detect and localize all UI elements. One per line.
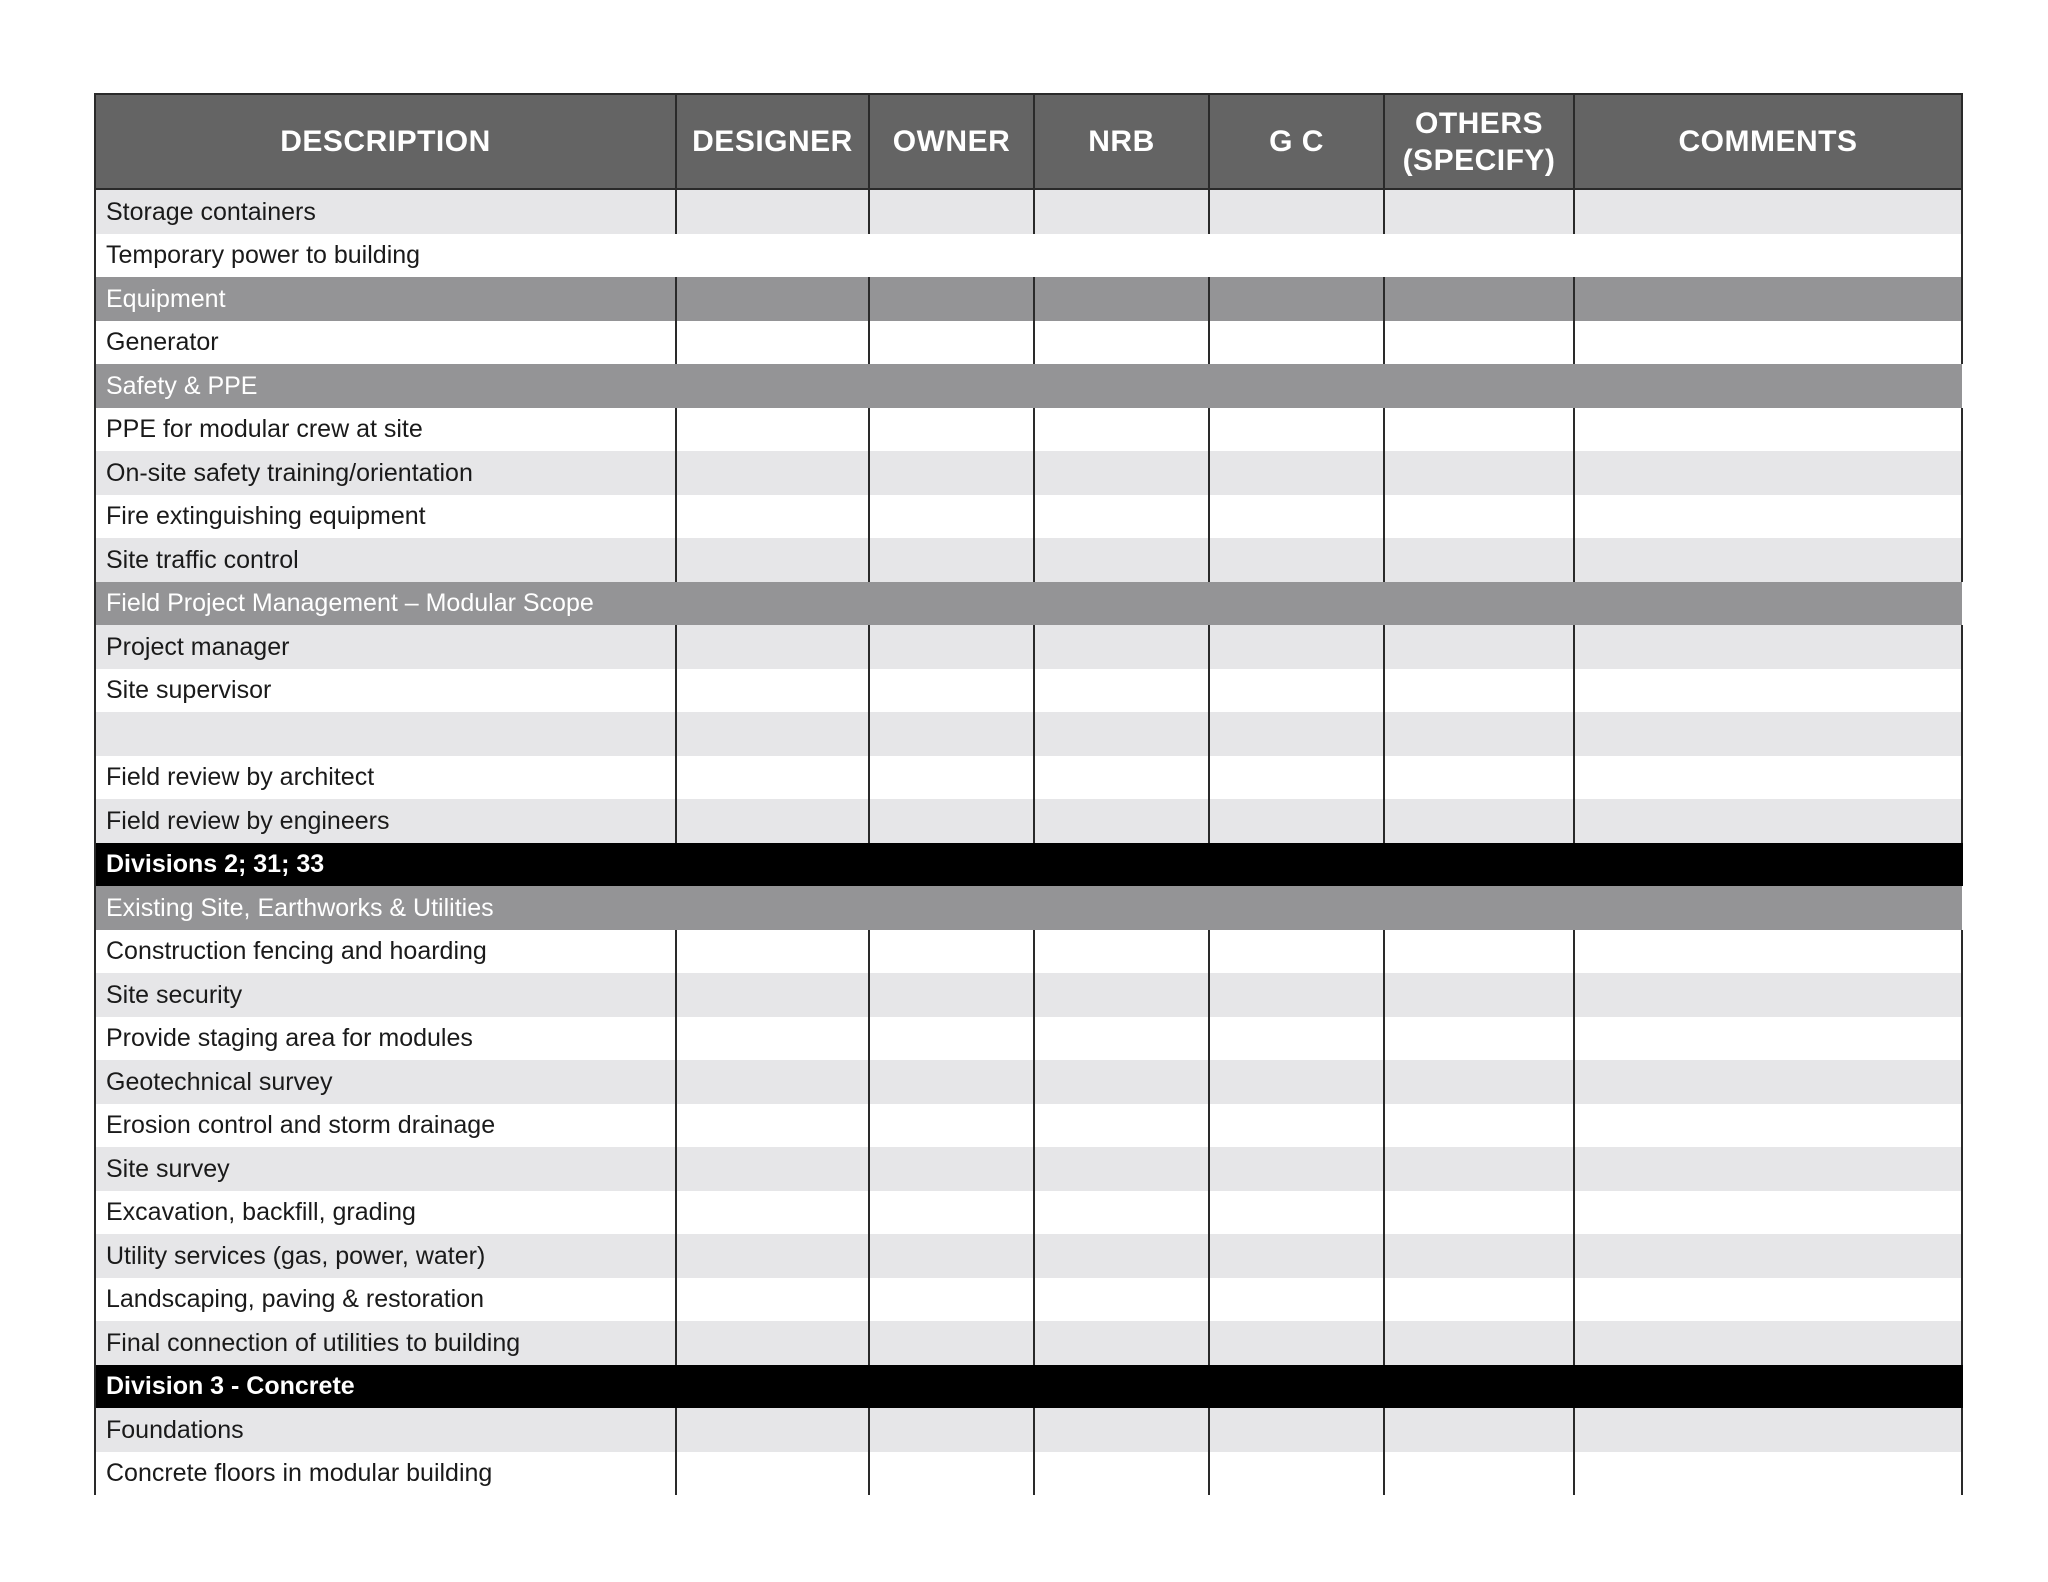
cell-others [1384,277,1574,321]
cell-others[interactable] [1384,1278,1574,1322]
header-description: DESCRIPTION [95,94,676,189]
cell-owner[interactable] [869,1191,1034,1235]
cell-gc[interactable] [1209,1191,1384,1235]
cell-owner[interactable] [869,756,1034,800]
table-row [95,1408,1962,1452]
cell-others[interactable] [1384,189,1574,234]
section-title: Existing Site, Earthworks & Utilities [95,886,1962,930]
cell-others[interactable] [1384,1234,1574,1278]
cell-designer[interactable] [676,1452,869,1496]
cell-designer[interactable] [676,1278,869,1322]
section-title: Safety & PPE [95,364,1962,408]
section-header-row [95,582,1962,626]
row-description: Field review by engineers [95,799,676,843]
cell-comments [1574,277,1962,321]
cell-owner[interactable] [869,1234,1034,1278]
cell-designer [676,277,869,321]
cell-nrb[interactable] [1034,189,1209,234]
cell-others[interactable] [1384,321,1574,365]
cell-gc[interactable] [1209,1452,1384,1496]
table-row [95,189,1962,234]
cell-designer[interactable] [676,712,869,756]
cell-comments[interactable] [1574,973,1962,1017]
cell-gc [1209,277,1384,321]
cell-gc[interactable] [1209,189,1384,234]
cell-comments[interactable] [1574,321,1962,365]
table-row [95,930,1962,974]
cell-comments[interactable] [1574,1017,1962,1061]
table-row [95,1321,1962,1365]
row-description: Excavation, backfill, grading [95,1191,676,1235]
cell-others[interactable] [1384,669,1574,713]
cell-others[interactable] [1384,408,1574,452]
cell-designer[interactable] [676,1234,869,1278]
cell-nrb [1034,277,1209,321]
row-description: Project manager [95,625,676,669]
row-description: On-site safety training/orientation [95,451,676,495]
cell-owner[interactable] [869,1321,1034,1365]
cell-gc[interactable] [1209,799,1384,843]
cell-gc[interactable] [1209,1278,1384,1322]
header-row [95,94,1962,189]
row-description: Foundations [95,1408,676,1452]
cell-others[interactable] [1384,1104,1574,1148]
cell-others[interactable] [1384,973,1574,1017]
division-title: Division 3 - Concrete [95,1365,1962,1409]
table-row [95,495,1962,539]
cell-designer[interactable] [676,1060,869,1104]
cell-designer[interactable] [676,451,869,495]
cell-owner[interactable] [869,495,1034,539]
cell-nrb[interactable] [1034,799,1209,843]
cell-designer[interactable] [676,973,869,1017]
cell-others[interactable] [1384,1017,1574,1061]
cell-owner[interactable] [869,1104,1034,1148]
cell-designer[interactable] [676,799,869,843]
cell-comments[interactable] [1574,799,1962,843]
cell-nrb[interactable] [1034,1017,1209,1061]
cell-owner[interactable] [869,1408,1034,1452]
cell-owner[interactable] [869,669,1034,713]
section-header-row [95,277,1962,321]
cell-owner[interactable] [869,1452,1034,1496]
table-row [95,1060,1962,1104]
cell-others[interactable] [1384,1060,1574,1104]
row-description: Landscaping, paving & restoration [95,1278,676,1322]
row-description: Provide staging area for modules [95,1017,676,1061]
cell-comments[interactable] [1574,1060,1962,1104]
table-row [95,1104,1962,1148]
cell-designer[interactable] [676,495,869,539]
cell-designer[interactable] [676,1191,869,1235]
cell-gc[interactable] [1209,973,1384,1017]
cell-designer[interactable] [676,625,869,669]
cell-comments[interactable] [1574,756,1962,800]
cell-nrb[interactable] [1034,1191,1209,1235]
cell-nrb[interactable] [1034,756,1209,800]
cell-others[interactable] [1384,756,1574,800]
row-description: Site security [95,973,676,1017]
cell-comments[interactable] [1574,1452,1962,1496]
cell-gc[interactable] [1209,1147,1384,1191]
cell-comments[interactable] [1574,1278,1962,1322]
cell-gc[interactable] [1209,1060,1384,1104]
cell-comments[interactable] [1574,451,1962,495]
table-row [95,625,1962,669]
cell-gc[interactable] [1209,538,1384,582]
table-row [95,1234,1962,1278]
cell-nrb[interactable] [1034,1278,1209,1322]
table-row [95,1191,1962,1235]
row-description: Geotechnical survey [95,1060,676,1104]
cell-nrb[interactable] [1034,408,1209,452]
division-title: Divisions 2; 31; 33 [95,843,1962,887]
cell-owner[interactable] [869,712,1034,756]
header-comments: COMMENTS [1574,94,1962,189]
row-description: Final connection of utilities to building [95,1321,676,1365]
cell-comments[interactable] [1574,669,1962,713]
cell-designer[interactable] [676,408,869,452]
cell-owner[interactable] [869,321,1034,365]
cell-others[interactable] [1384,799,1574,843]
cell-owner[interactable] [869,189,1034,234]
cell-nrb[interactable] [1034,712,1209,756]
cell-comments[interactable] [1574,408,1962,452]
cell-nrb[interactable] [1034,1321,1209,1365]
cell-owner[interactable] [869,1060,1034,1104]
cell-gc[interactable] [1209,712,1384,756]
cell-designer[interactable] [676,930,869,974]
cell-comments[interactable] [1574,538,1962,582]
cell-comments[interactable] [1574,1234,1962,1278]
table-row [95,451,1962,495]
cell-owner[interactable] [869,625,1034,669]
cell-owner[interactable] [869,973,1034,1017]
cell-comments[interactable] [1574,1147,1962,1191]
row-description: Site survey [95,1147,676,1191]
division-header-row [95,1365,1962,1409]
table-row [95,669,1962,713]
cell-nrb[interactable] [1034,1452,1209,1496]
cell-others[interactable] [1384,712,1574,756]
cell-others[interactable] [1384,495,1574,539]
cell-designer[interactable] [676,669,869,713]
cell-designer[interactable] [676,538,869,582]
section-title: Field Project Management – Modular Scope [95,582,1962,626]
row-description: Generator [95,321,676,365]
section-header-row [95,886,1962,930]
table-row [95,756,1962,800]
section-title: Equipment [95,277,676,321]
table-row [95,538,1962,582]
table-row [95,408,1962,452]
cell-comments[interactable] [1574,189,1962,234]
table-body [95,189,1962,1495]
table-row [95,1278,1962,1322]
cell-gc[interactable] [1209,451,1384,495]
cell-designer[interactable] [676,756,869,800]
cell-gc[interactable] [1209,930,1384,974]
cell-nrb[interactable] [1034,451,1209,495]
row-description: Temporary power to building [95,234,1962,278]
cell-owner[interactable] [869,451,1034,495]
cell-gc[interactable] [1209,1408,1384,1452]
cell-comments[interactable] [1574,1191,1962,1235]
cell-others[interactable] [1384,1452,1574,1496]
cell-comments[interactable] [1574,1104,1962,1148]
responsibility-matrix [94,93,1961,1495]
section-header-row [95,364,1962,408]
cell-owner [869,277,1034,321]
cell-gc[interactable] [1209,625,1384,669]
header-designer: DESIGNER [676,94,869,189]
cell-gc[interactable] [1209,669,1384,713]
cell-designer[interactable] [676,189,869,234]
cell-nrb[interactable] [1034,1104,1209,1148]
cell-others[interactable] [1384,1321,1574,1365]
header-others-specify: OTHERS (SPECIFY) [1384,94,1574,189]
cell-nrb[interactable] [1034,1147,1209,1191]
row-description [95,712,676,756]
cell-others[interactable] [1384,451,1574,495]
cell-others[interactable] [1384,538,1574,582]
division-header-row [95,843,1962,887]
table-row [95,1017,1962,1061]
cell-gc[interactable] [1209,1017,1384,1061]
cell-comments[interactable] [1574,1408,1962,1452]
cell-gc[interactable] [1209,1104,1384,1148]
cell-designer[interactable] [676,321,869,365]
cell-designer[interactable] [676,1321,869,1365]
cell-owner[interactable] [869,1147,1034,1191]
row-description: Erosion control and storm drainage [95,1104,676,1148]
cell-designer[interactable] [676,1408,869,1452]
cell-nrb[interactable] [1034,669,1209,713]
cell-comments[interactable] [1574,1321,1962,1365]
row-description: PPE for modular crew at site [95,408,676,452]
row-description: Field review by architect [95,756,676,800]
header-nrb: NRB [1034,94,1209,189]
row-description: Site supervisor [95,669,676,713]
cell-others[interactable] [1384,1408,1574,1452]
cell-others[interactable] [1384,930,1574,974]
header-gc: G C [1209,94,1384,189]
cell-nrb[interactable] [1034,538,1209,582]
cell-nrb[interactable] [1034,321,1209,365]
table-row [95,1452,1962,1496]
cell-owner[interactable] [869,408,1034,452]
cell-others[interactable] [1384,1147,1574,1191]
cell-comments[interactable] [1574,712,1962,756]
cell-nrb[interactable] [1034,495,1209,539]
cell-owner[interactable] [869,930,1034,974]
table-row [95,321,1962,365]
table-row [95,973,1962,1017]
cell-gc[interactable] [1209,1321,1384,1365]
header-owner: OWNER [869,94,1034,189]
responsibility-table [94,93,1963,1495]
cell-nrb[interactable] [1034,625,1209,669]
cell-comments[interactable] [1574,930,1962,974]
cell-owner[interactable] [869,538,1034,582]
cell-designer[interactable] [676,1147,869,1191]
cell-gc[interactable] [1209,321,1384,365]
cell-nrb[interactable] [1034,1060,1209,1104]
cell-designer[interactable] [676,1104,869,1148]
table-row [95,1147,1962,1191]
cell-others[interactable] [1384,625,1574,669]
cell-owner[interactable] [869,1017,1034,1061]
cell-nrb[interactable] [1034,1234,1209,1278]
table-row [95,799,1962,843]
cell-gc[interactable] [1209,756,1384,800]
row-description: Utility services (gas, power, water) [95,1234,676,1278]
cell-designer[interactable] [676,1017,869,1061]
table-row [95,234,1962,278]
row-description: Concrete floors in modular building [95,1452,676,1496]
row-description: Fire extinguishing equipment [95,495,676,539]
cell-gc[interactable] [1209,1234,1384,1278]
cell-nrb[interactable] [1034,930,1209,974]
cell-others[interactable] [1384,1191,1574,1235]
row-description: Site traffic control [95,538,676,582]
cell-nrb[interactable] [1034,973,1209,1017]
cell-comments[interactable] [1574,495,1962,539]
cell-nrb[interactable] [1034,1408,1209,1452]
cell-gc[interactable] [1209,495,1384,539]
cell-owner[interactable] [869,1278,1034,1322]
row-description: Construction fencing and hoarding [95,930,676,974]
table-row [95,712,1962,756]
cell-owner[interactable] [869,799,1034,843]
cell-comments[interactable] [1574,625,1962,669]
row-description: Storage containers [95,189,676,234]
cell-gc[interactable] [1209,408,1384,452]
